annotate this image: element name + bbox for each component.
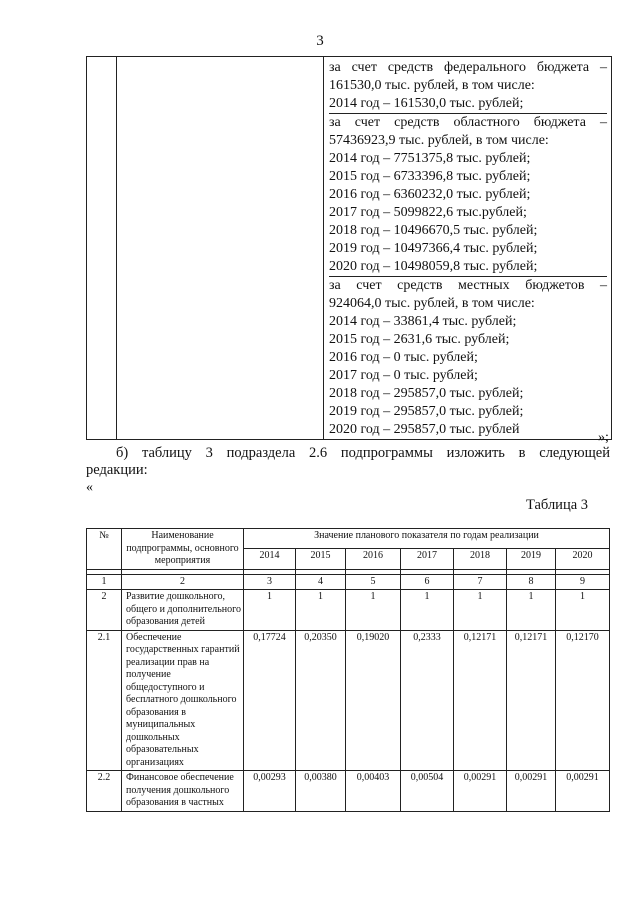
funding-line: 924064,0 тыс. рублей, в том числе: — [329, 296, 535, 311]
funding-line: 2018 год – 295857,0 тыс. рублей; — [329, 386, 524, 401]
header-year: 2020 — [556, 549, 610, 569]
funding-line: 2019 год – 295857,0 тыс. рублей; — [329, 404, 524, 419]
column-number: 2 — [122, 574, 244, 590]
funding-line: за счет средств местных бюджетов – — [329, 278, 607, 293]
row-value: 0,00291 — [454, 771, 507, 812]
header-year: 2019 — [507, 549, 556, 569]
funding-line: 2018 год – 10496670,5 тыс. рублей; — [329, 223, 538, 238]
row-value: 0,00504 — [401, 771, 454, 812]
column-number: 4 — [296, 574, 346, 590]
funding-line: 2015 год – 6733396,8 тыс. рублей; — [329, 169, 531, 184]
column-number: 8 — [507, 574, 556, 590]
indicator-table — [86, 528, 610, 812]
header-year: 2017 — [401, 549, 454, 569]
column-number: 7 — [454, 574, 507, 590]
funding-line: 2016 год – 6360232,0 тыс. рублей; — [329, 187, 531, 202]
table-row — [87, 771, 610, 812]
row-value: 0,12171 — [454, 630, 507, 771]
row-value: 1 — [556, 590, 610, 631]
funding-line: 2014 год – 33861,4 тыс. рублей; — [329, 314, 517, 329]
table-row — [87, 630, 610, 771]
row-number: 2.2 — [87, 771, 122, 812]
funding-line: 57436923,9 тыс. рублей, в том числе: — [329, 133, 549, 148]
funding-line: 2017 год – 5099822,6 тыс.рублей; — [329, 205, 527, 220]
header-year: 2015 — [296, 549, 346, 569]
header-year: 2014 — [244, 549, 296, 569]
column-number: 1 — [87, 574, 122, 590]
row-value: 0,20350 — [296, 630, 346, 771]
column-number: 9 — [556, 574, 610, 590]
header-year: 2018 — [454, 549, 507, 569]
row-value: 0,17724 — [244, 630, 296, 771]
header-name: Наименование подпрограммы, основного мероприятия — [122, 529, 244, 570]
row-name: Финансовое обеспечение получения дошкольного образования в частных — [122, 771, 244, 812]
funding-line: за счет средств федерального бюджета – — [329, 60, 607, 75]
row-value: 1 — [244, 590, 296, 631]
table-caption: Таблица 3 — [526, 497, 589, 513]
funding-sources-cell — [324, 57, 612, 440]
row-value: 1 — [401, 590, 454, 631]
header-number: № — [87, 529, 122, 570]
row-value: 0,00291 — [556, 771, 610, 812]
closing-quote: »; — [598, 430, 609, 445]
row-name: Обеспечение государственных гарантий реализации прав на получение общедоступного и бесплатного дошкольного образования в муниципальных дошкольных образовательных организациях — [122, 630, 244, 771]
funding-table — [86, 56, 612, 440]
row-name: Развитие дошкольного, общего и дополнительного образования детей — [122, 590, 244, 631]
table-row — [87, 590, 610, 631]
row-value: 0,00291 — [507, 771, 556, 812]
funding-table-empty-col1 — [87, 57, 117, 440]
funding-table-empty-col2 — [117, 57, 324, 440]
funding-line: 2020 год – 295857,0 тыс. рублей — [329, 422, 520, 437]
funding-line: 2020 год – 10498059,8 тыс. рублей; — [329, 258, 607, 277]
row-value: 0,19020 — [346, 630, 401, 771]
row-value: 1 — [296, 590, 346, 631]
paragraph-line: редакции: — [86, 462, 148, 478]
column-number: 6 — [401, 574, 454, 590]
row-value: 1 — [346, 590, 401, 631]
funding-line: 2016 год – 0 тыс. рублей; — [329, 350, 478, 365]
funding-line: 2014 год – 7751375,8 тыс. рублей; — [329, 151, 531, 166]
row-value: 0,2333 — [401, 630, 454, 771]
row-value: 0,00380 — [296, 771, 346, 812]
funding-line: за счет средств областного бюджета – — [329, 115, 607, 130]
page-number: 3 — [316, 33, 324, 49]
column-number: 3 — [244, 574, 296, 590]
funding-line: 2014 год – 161530,0 тыс. рублей; — [329, 95, 607, 114]
open-quote: « — [86, 480, 93, 495]
row-value: 0,00403 — [346, 771, 401, 812]
row-value: 1 — [454, 590, 507, 631]
column-number: 5 — [346, 574, 401, 590]
header-values-title: Значение планового показателя по годам реализации — [244, 529, 610, 549]
row-value: 0,12170 — [556, 630, 610, 771]
funding-line: 2015 год – 2631,6 тыс. рублей; — [329, 332, 510, 347]
row-value: 1 — [507, 590, 556, 631]
paragraph-line: б) таблицу 3 подраздела 2.6 подпрограммы изложить в следующей — [116, 445, 610, 461]
row-number: 2.1 — [87, 630, 122, 771]
header-year: 2016 — [346, 549, 401, 569]
row-value: 0,12171 — [507, 630, 556, 771]
row-number: 2 — [87, 590, 122, 631]
row-value: 0,00293 — [244, 771, 296, 812]
funding-line: 2019 год – 10497366,4 тыс. рублей; — [329, 241, 538, 256]
amendment-paragraph — [86, 445, 610, 479]
funding-line: 161530,0 тыс. рублей, в том числе: — [329, 78, 535, 93]
funding-line: 2017 год – 0 тыс. рублей; — [329, 368, 478, 383]
